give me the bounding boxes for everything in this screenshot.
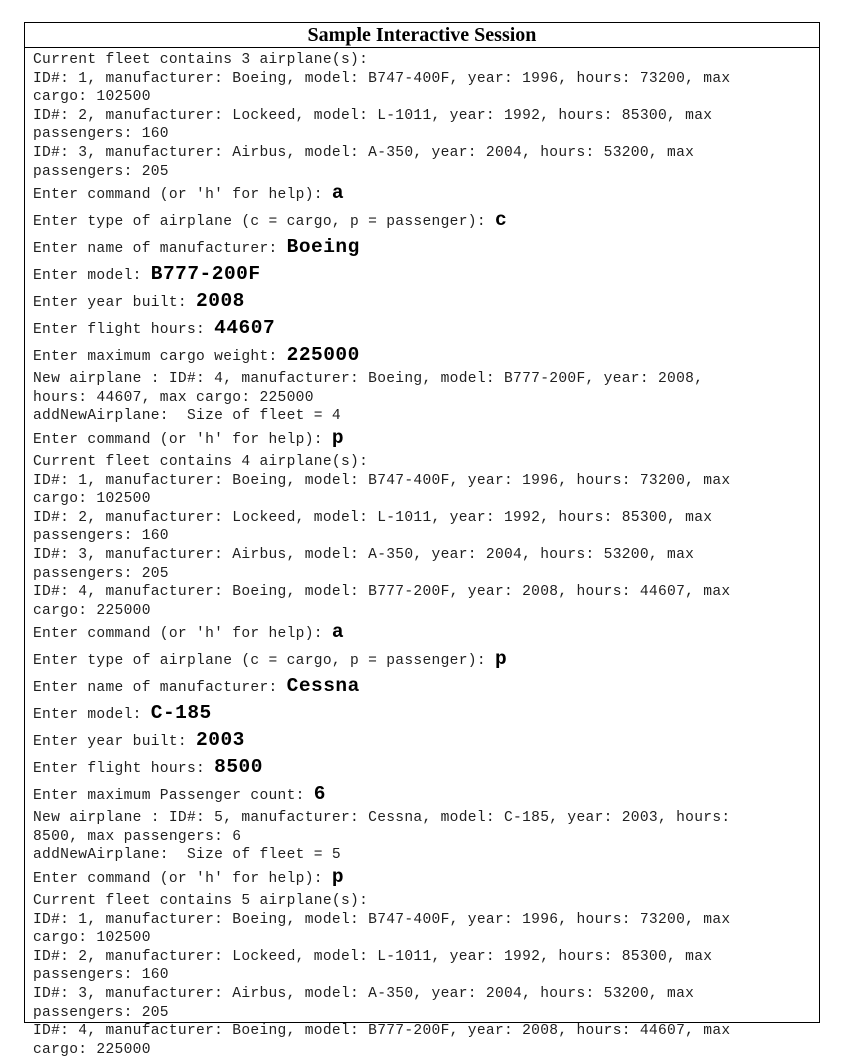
output-line [33, 546, 819, 565]
output-text: cargo: 102500 [33, 89, 151, 106]
output-text: ID#: 1, manufacturer: Boeing, model: B747-400F, year: 1996, hours: 73200, max [33, 472, 731, 489]
prompt-line [33, 289, 819, 316]
output-text: New airplane : ID#: 4, manufacturer: Boeing, model: B777-200F, year: 2008, [33, 371, 704, 388]
output-text: ID#: 3, manufacturer: Airbus, model: A-350, year: 2004, hours: 53200, max [33, 986, 695, 1003]
output-text: passengers: 205 [33, 1004, 169, 1021]
output-line [33, 966, 819, 985]
prompt-line [33, 782, 819, 809]
output-text: cargo: 102500 [33, 491, 151, 508]
output-text: cargo: 225000 [33, 1041, 151, 1058]
output-line [33, 107, 819, 126]
user-input: B777-200F [150, 263, 261, 286]
output-text: Current fleet contains 4 airplane(s): [33, 453, 369, 470]
output-line [33, 472, 819, 491]
output-line [33, 929, 819, 948]
user-input: a [331, 182, 345, 205]
output-line [33, 1004, 819, 1023]
output-text: hours: 44607, max cargo: 225000 [33, 389, 314, 406]
output-text: ID#: 4, manufacturer: Boeing, model: B777-200F, year: 2008, hours: 44607, max [33, 1023, 731, 1040]
prompt-line [33, 674, 819, 701]
output-line [33, 163, 819, 182]
prompt-line [33, 426, 819, 453]
session-title: Sample Interactive Session [25, 23, 819, 48]
prompt-line [33, 620, 819, 647]
user-input: 225000 [286, 344, 360, 367]
output-text: cargo: 225000 [33, 602, 151, 619]
output-text: addNewAirplane: Size of fleet = 4 [33, 408, 341, 425]
user-input: C-185 [150, 702, 212, 725]
output-line [33, 527, 819, 546]
prompt-text: Enter command (or 'h' for help): [33, 431, 332, 448]
session-transcript [25, 48, 819, 1059]
prompt-text: Enter model: [33, 268, 151, 285]
prompt-line [33, 316, 819, 343]
output-line [33, 583, 819, 602]
output-line [33, 453, 819, 472]
user-input: 2008 [196, 290, 245, 313]
prompt-text: Enter name of manufacturer: [33, 680, 287, 697]
output-line [33, 602, 819, 621]
user-input: Boeing [286, 236, 360, 259]
output-text: passengers: 160 [33, 126, 169, 143]
prompt-text: Enter year built: [33, 295, 197, 312]
output-line [33, 809, 819, 828]
output-text: ID#: 2, manufacturer: Lockeed, model: L-1011, year: 1992, hours: 85300, max [33, 948, 713, 965]
output-line [33, 1041, 819, 1059]
output-line [33, 88, 819, 107]
user-input: a [331, 621, 345, 644]
user-input: Cessna [286, 675, 360, 698]
prompt-text: Enter maximum cargo weight: [33, 349, 287, 366]
output-text: New airplane : ID#: 5, manufacturer: Cessna, model: C-185, year: 2003, hours: [33, 810, 731, 827]
prompt-line [33, 343, 819, 370]
output-text: passengers: 205 [33, 565, 169, 582]
prompt-text: Enter maximum Passenger count: [33, 788, 314, 805]
output-text: Current fleet contains 5 airplane(s): [33, 893, 369, 910]
prompt-text: Enter type of airplane (c = cargo, p = passenger): [33, 214, 495, 231]
prompt-line [33, 728, 819, 755]
prompt-line [33, 262, 819, 289]
output-line [33, 407, 819, 426]
output-text: Current fleet contains 3 airplane(s): [33, 52, 369, 68]
output-text: addNewAirplane: Size of fleet = 5 [33, 847, 341, 864]
output-text: passengers: 160 [33, 528, 169, 545]
prompt-line [33, 701, 819, 728]
output-line [33, 911, 819, 930]
output-text: ID#: 1, manufacturer: Boeing, model: B747-400F, year: 1996, hours: 73200, max [33, 911, 731, 928]
output-text: cargo: 102500 [33, 930, 151, 947]
prompt-line [33, 865, 819, 892]
prompt-text: Enter model: [33, 707, 151, 724]
output-line [33, 370, 819, 389]
output-line [33, 389, 819, 408]
prompt-text: Enter name of manufacturer: [33, 241, 287, 258]
user-input: 6 [313, 783, 326, 806]
user-input: 8500 [214, 756, 263, 779]
prompt-text: Enter command (or 'h' for help): [33, 187, 332, 204]
output-line [33, 1022, 819, 1041]
output-text: ID#: 4, manufacturer: Boeing, model: B777-200F, year: 2008, hours: 44607, max [33, 584, 731, 601]
output-line [33, 948, 819, 967]
prompt-text: Enter type of airplane (c = cargo, p = passenger): [33, 653, 495, 670]
user-input: c [494, 209, 508, 232]
user-input: p [494, 648, 508, 671]
output-line [33, 892, 819, 911]
prompt-text: Enter flight hours: [33, 761, 215, 778]
user-input: 2003 [196, 729, 245, 752]
output-line [33, 828, 819, 847]
output-text: ID#: 2, manufacturer: Lockeed, model: L-1011, year: 1992, hours: 85300, max [33, 107, 713, 124]
output-line [33, 490, 819, 509]
prompt-line [33, 755, 819, 782]
user-input: 44607 [214, 317, 276, 340]
prompt-line [33, 208, 819, 235]
sample-session-box [24, 22, 820, 1058]
user-input: p [331, 866, 345, 889]
output-line [33, 985, 819, 1004]
output-text: passengers: 205 [33, 163, 169, 180]
output-line [33, 509, 819, 528]
prompt-line [33, 235, 819, 262]
output-line [33, 70, 819, 89]
output-text: ID#: 3, manufacturer: Airbus, model: A-350, year: 2004, hours: 53200, max [33, 144, 695, 161]
output-line [33, 846, 819, 865]
output-text: ID#: 2, manufacturer: Lockeed, model: L-1011, year: 1992, hours: 85300, max [33, 509, 713, 526]
prompt-line [33, 647, 819, 674]
output-text: ID#: 3, manufacturer: Airbus, model: A-350, year: 2004, hours: 53200, max [33, 546, 695, 563]
output-text: 8500, max passengers: 6 [33, 828, 242, 845]
prompt-text: Enter year built: [33, 734, 197, 751]
output-text: ID#: 1, manufacturer: Boeing, model: B747-400F, year: 1996, hours: 73200, max [33, 70, 731, 87]
prompt-line [33, 181, 819, 208]
output-line [33, 144, 819, 163]
output-line [33, 125, 819, 144]
output-text: passengers: 160 [33, 967, 169, 984]
prompt-text: Enter flight hours: [33, 322, 215, 339]
prompt-text: Enter command (or 'h' for help): [33, 871, 332, 888]
user-input: p [331, 426, 345, 449]
output-line [33, 51, 819, 70]
output-line [33, 565, 819, 584]
prompt-text: Enter command (or 'h' for help): [33, 626, 332, 643]
